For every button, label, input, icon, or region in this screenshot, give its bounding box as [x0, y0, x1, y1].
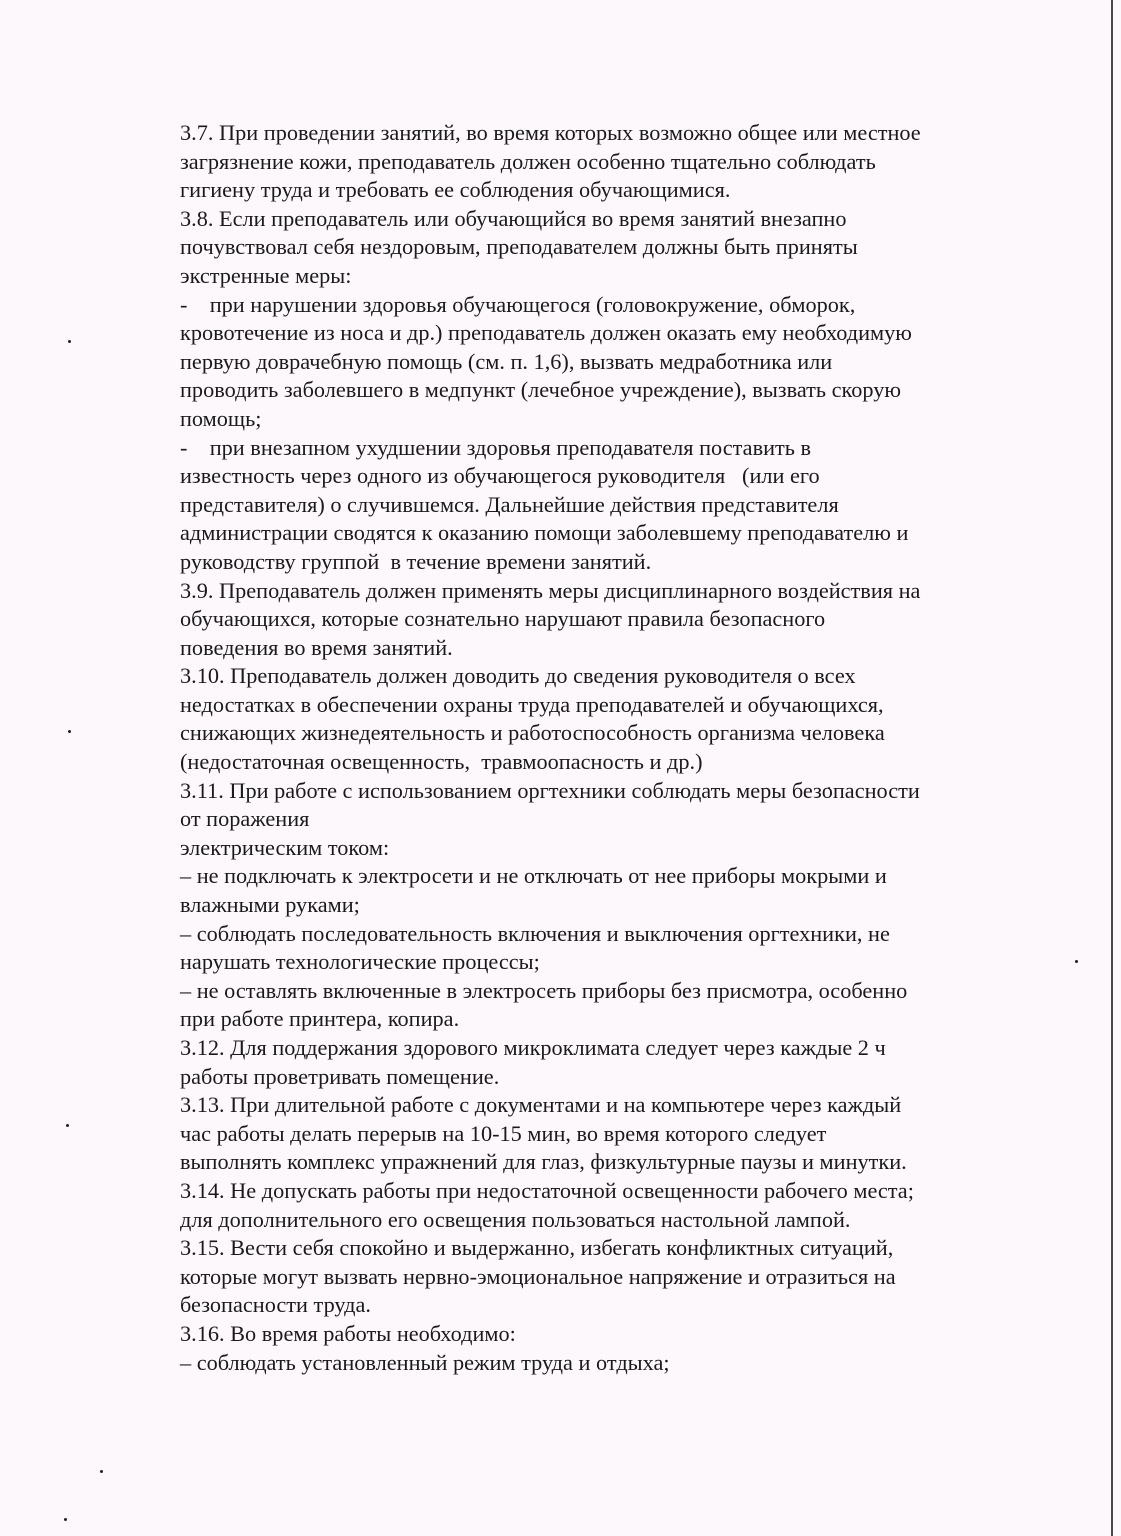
page-edge-shadow	[1111, 0, 1113, 1536]
text-line: – не оставлять включенные в электросеть приборы без присмотра, особенно	[180, 977, 908, 1003]
text-line: – соблюдать последовательность включения и выключения оргтехники, не	[180, 920, 890, 946]
text-line: загрязнение кожи, преподаватель должен особенно тщательно соблюдать	[180, 148, 876, 174]
scan-speck	[68, 730, 71, 733]
text-line: влажными руками;	[180, 892, 360, 918]
text-line: 3.11. При работе с использованием оргтехники соблюдать меры безопасности	[180, 777, 920, 803]
text-line: (недостаточная освещенность, травмоопасность и др.)	[180, 749, 703, 775]
text-line: почувствовал себя нездоровым, преподавателем должны быть приняты	[180, 234, 858, 260]
scan-speck	[68, 340, 71, 343]
text-line: администрации сводятся к оказанию помощи заболевшему преподавателю и	[180, 520, 909, 546]
text-line: снижающих жизнедеятельность и работоспособность организма человека	[180, 720, 885, 746]
text-line: 3.10. Преподаватель должен доводить до сведения руководителя о всех	[180, 663, 856, 689]
text-line: – соблюдать установленный режим труда и отдыха;	[180, 1349, 670, 1375]
scan-speck	[1075, 960, 1078, 963]
document-body	[180, 119, 1060, 1377]
text-line: час работы делать перерыв на 10-15 мин, во время которого следует	[180, 1120, 827, 1146]
text-line: электрическим током:	[180, 834, 390, 860]
text-line: 3.16. Во время работы необходимо:	[180, 1320, 516, 1346]
scan-speck	[100, 1470, 103, 1473]
text-line: при работе принтера, копира.	[180, 1006, 460, 1032]
text-line: руководству группой в течение времени занятий.	[180, 548, 652, 574]
text-line: которые могут вызвать нервно-эмоциональное напряжение и отразиться на	[180, 1263, 896, 1289]
text-line: 3.8. Если преподаватель или обучающийся во время занятий внезапно	[180, 205, 847, 231]
scan-speck	[66, 1124, 69, 1127]
text-line: работы проветривать помещение.	[180, 1063, 500, 1089]
text-line: проводить заболевшего в медпункт (лечебное учреждение), вызвать скорую	[180, 377, 902, 403]
text-line: 3.15. Вести себя спокойно и выдержанно, избегать конфликтных ситуаций,	[180, 1235, 894, 1261]
text-line: первую доврачебную помощь (см. п. 1,6), вызвать медработника или	[180, 348, 833, 374]
text-line: 3.7. При проведении занятий, во время которых возможно общее или местное	[180, 120, 921, 145]
text-line: кровотечение из носа и др.) преподаватель должен оказать ему необходимую	[180, 320, 912, 346]
text-line: гигиену труда и требовать ее соблюдения обучающимися.	[180, 177, 731, 203]
text-line: выполнять комплекс упражнений для глаз, физкультурные паузы и минутки.	[180, 1149, 907, 1175]
text-line: - при внезапном ухудшении здоровья преподавателя поставить в	[180, 434, 812, 460]
text-line: известность через одного из обучающегося руководителя (или его	[180, 463, 820, 489]
text-line: для дополнительного его освещения пользоваться настольной лампой.	[180, 1206, 851, 1232]
text-line: нарушать технологические процессы;	[180, 949, 540, 975]
text-line: - при нарушении здоровья обучающегося (головокружение, обморок,	[180, 291, 856, 317]
text-line: недостатках в обеспечении охраны труда преподавателей и обучающихся,	[180, 691, 884, 717]
text-line: поведения во время занятий.	[180, 634, 453, 660]
text-line: 3.13. При длительной работе с документами и на компьютере через каждый	[180, 1092, 902, 1118]
text-line: помощь;	[180, 405, 262, 431]
scan-speck	[64, 1518, 67, 1521]
text-line: представителя) о случившемся. Дальнейшие действия представителя	[180, 491, 839, 517]
text-line: – не подключать к электросети и не отключать от нее приборы мокрыми и	[180, 863, 887, 889]
text-line: обучающихся, которые сознательно нарушают правила безопасного	[180, 606, 826, 632]
text-line: от поражения	[180, 806, 310, 832]
text-line: 3.12. Для поддержания здорового микроклимата следует через каждые 2 ч	[180, 1035, 886, 1060]
text-line: 3.14. Не допускать работы при недостаточной освещенности рабочего места;	[180, 1177, 914, 1203]
text-line: экстренные меры:	[180, 262, 352, 288]
text-line: безопасности труда.	[180, 1292, 371, 1318]
text-line: 3.9. Преподаватель должен применять меры дисциплинарного воздействия на	[180, 577, 921, 603]
